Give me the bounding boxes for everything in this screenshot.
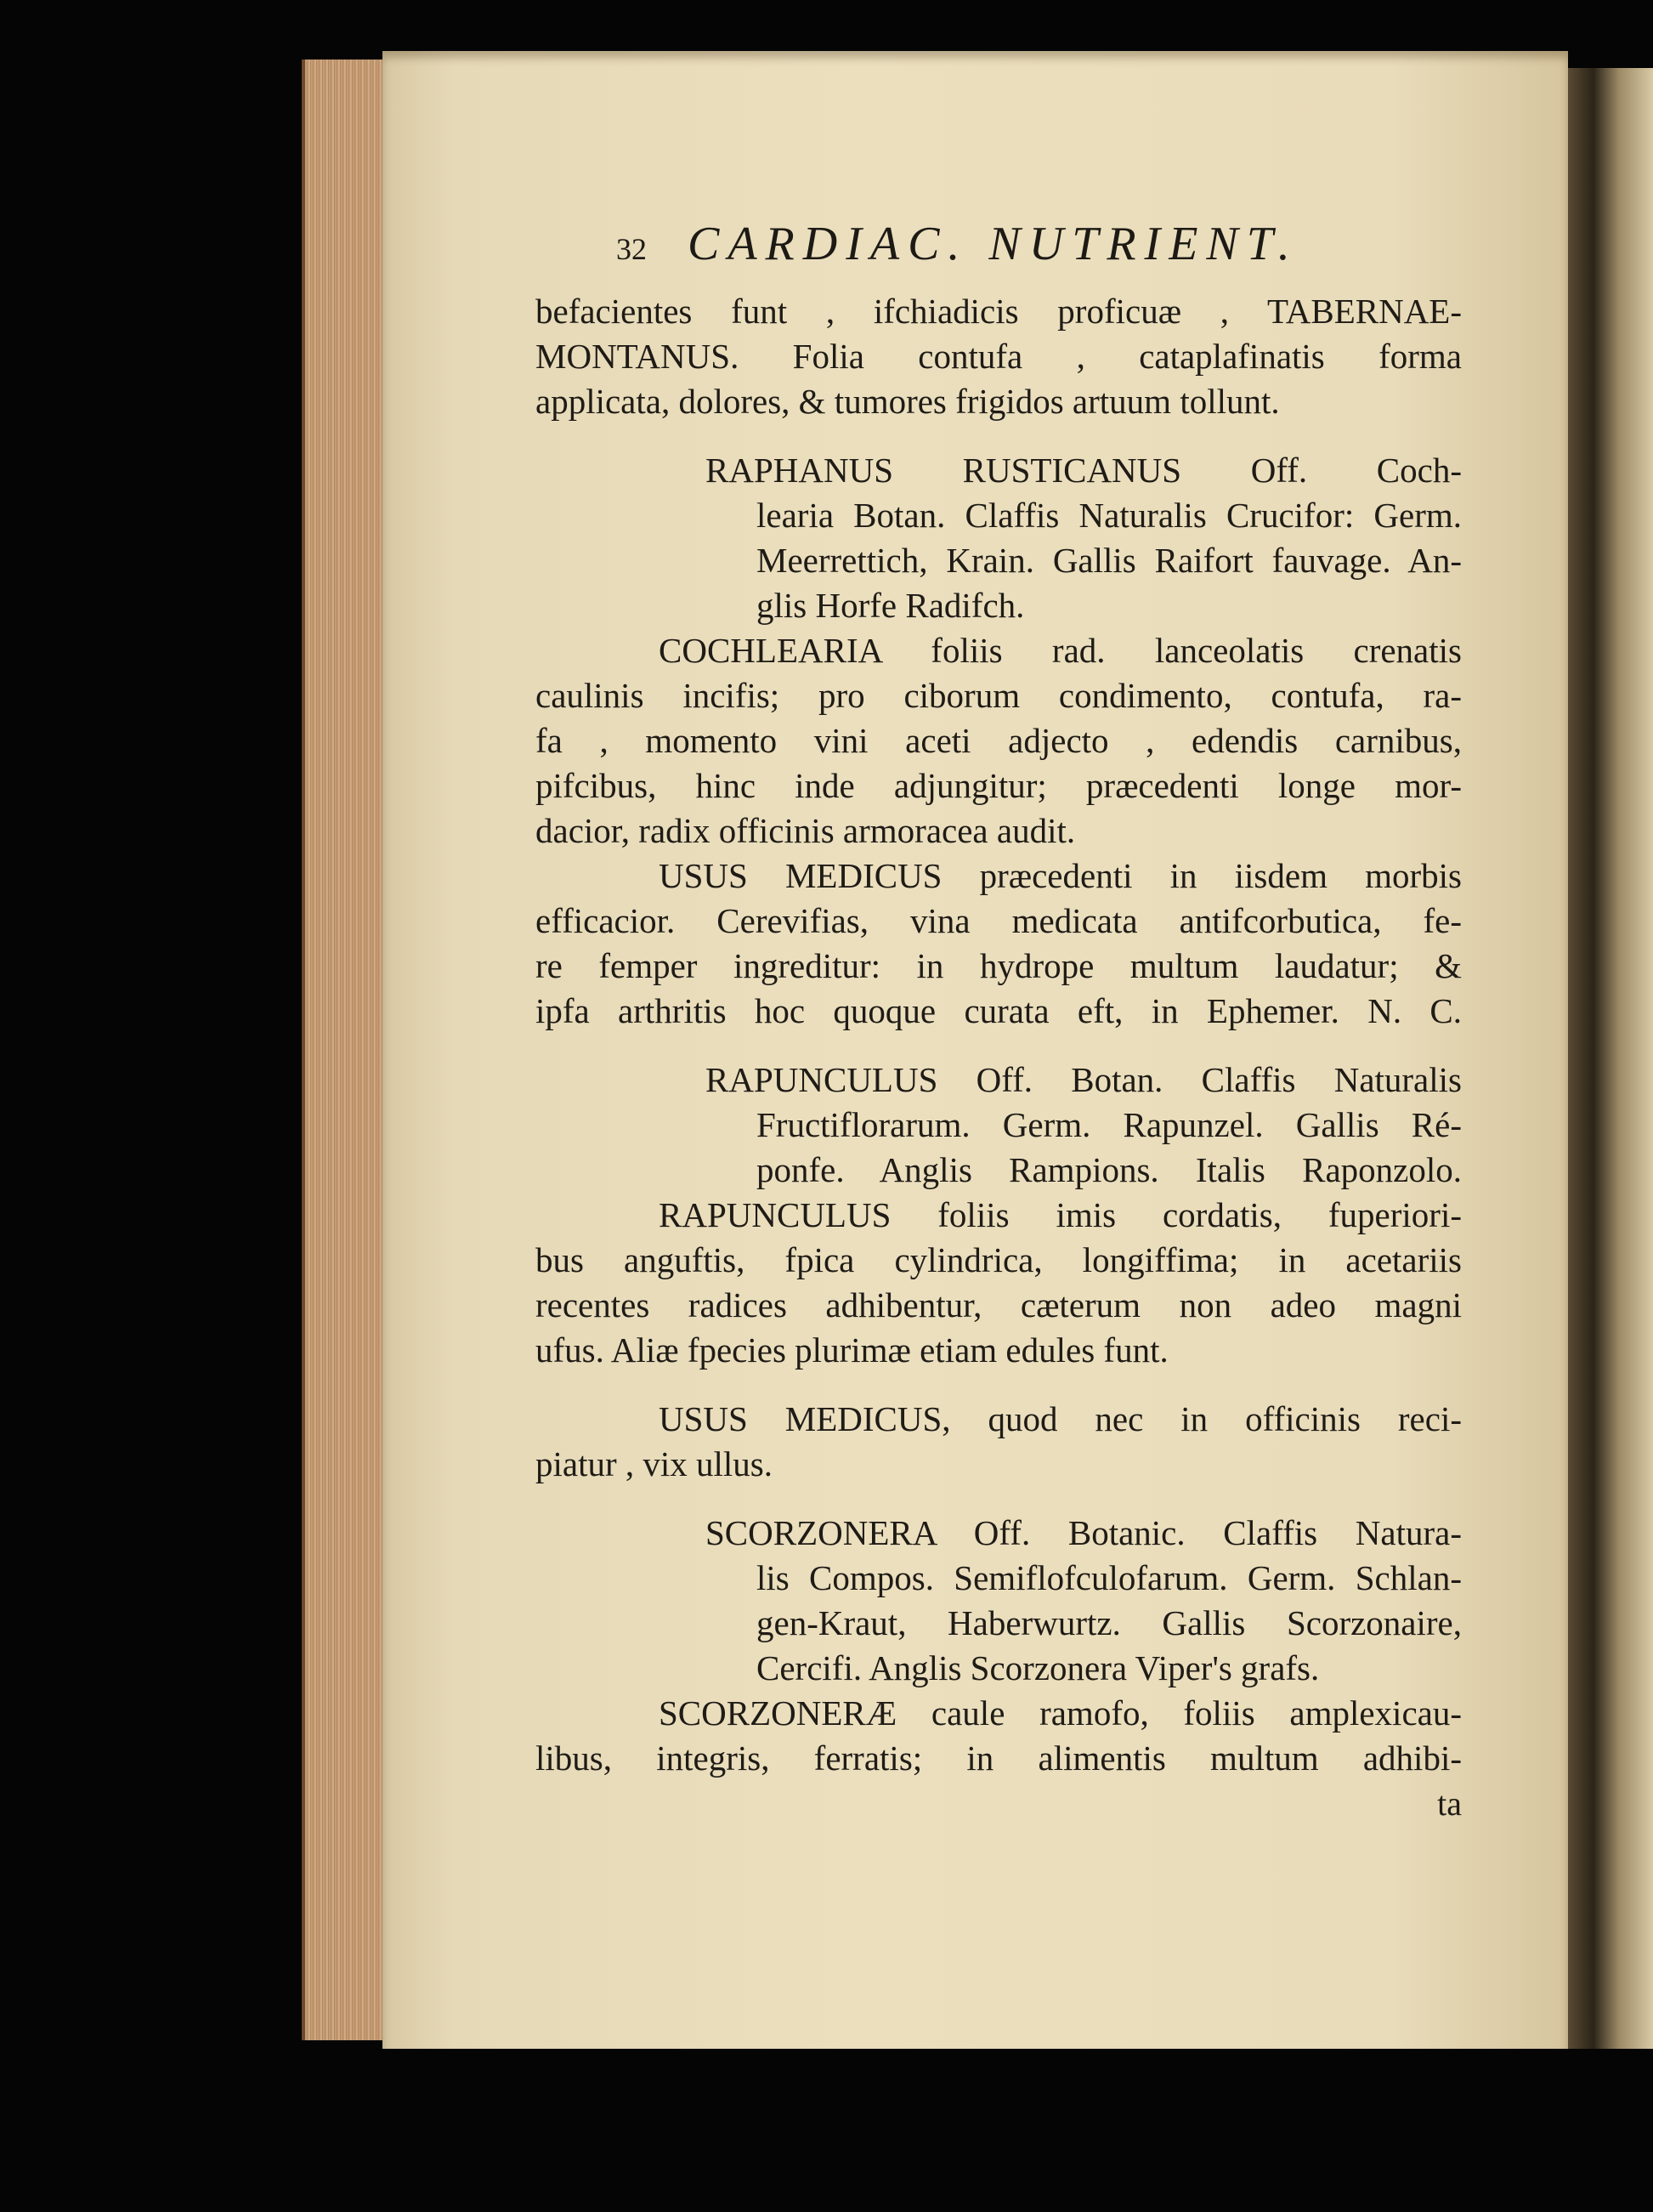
text-line: USUS MEDICUS præcedenti in iisdem morbis [659,856,1462,895]
text-line: glis Horfe Radifch. [756,586,1025,625]
text-line: efficacior. Cerevifias, vina medicata antifcorbutica, fe- [535,901,1462,940]
text-line: lis Compos. Semiflofculofarum. Germ. Schlan- [756,1558,1462,1597]
text-line: applicata, dolores, & tumores frigidos artuum tollunt. [535,382,1280,421]
gutter [1568,68,1653,2049]
text-line: ipfa arthritis hoc quoque curata eft, in Ephemer. N. C. [535,991,1462,1030]
text-line: COCHLEARIA foliis rad. lanceolatis crenatis [659,631,1462,670]
page-text [535,289,1462,1826]
text-line: Meerrettich, Krain. Gallis Raifort fauvage. An- [756,541,1462,580]
text-line: MONTANUS. Folia contufa , cataplafinatis forma [535,337,1462,376]
text-line: gen-Kraut, Haberwurtz. Gallis Scorzonaire, [756,1603,1462,1642]
text-line: piatur , vix ullus. [535,1444,773,1483]
text-line: Fructiflorarum. Germ. Rapunzel. Gallis Ré- [756,1105,1462,1144]
text-line: ponfe. Anglis Rampions. Italis Raponzolo. [756,1150,1462,1189]
text-line: RAPUNCULUS foliis imis cordatis, fuperiori- [659,1195,1462,1234]
text-line: caulinis incifis; pro ciborum condimento, contufa, ra- [535,676,1462,715]
text-line: recentes radices adhibentur, cæterum non adeo magni [535,1285,1462,1324]
text-line: RAPHANUS RUSTICANUS Off. Coch- [705,451,1462,490]
text-line: befacientes funt , ifchiadicis proficuæ , TABERNAE- [535,292,1462,331]
text-line: libus, integris, ferratis; in alimentis multum adhibi- [535,1738,1462,1778]
text-line: re femper ingreditur: in hydrope multum laudatur; & [535,946,1462,985]
text-line: dacior, radix officinis armoracea audit. [535,811,1076,850]
text-line: learia Botan. Claffis Naturalis Crucifor: Germ. [756,496,1462,535]
text-line: SCORZONERÆ caule ramofo, foliis amplexicau- [659,1693,1462,1733]
text-line: SCORZONERA Off. Botanic. Claffis Natura- [705,1513,1462,1552]
running-title: CARDIAC. NUTRIENT. [688,218,1299,270]
text-line: fa , momento vini aceti adjecto , edendis carnibus, [535,721,1462,760]
page-number: 32 [616,232,647,266]
text-line: bus anguftis, fpica cylindrica, longiffima; in acetariis [535,1240,1462,1279]
running-header [616,217,1466,276]
text-line: ufus. Aliæ fpecies plurimæ etiam edules funt. [535,1330,1169,1370]
text-line: RAPUNCULUS Off. Botan. Claffis Naturalis [705,1060,1462,1099]
text-line: pifcibus, hinc inde adjungitur; præcedenti longe mor- [535,766,1462,805]
text-line: USUS MEDICUS, quod nec in officinis reci- [659,1399,1462,1438]
catchword: ta [1437,1784,1462,1823]
text-line: Cercifi. Anglis Scorzonera Viper's grafs. [756,1648,1320,1687]
